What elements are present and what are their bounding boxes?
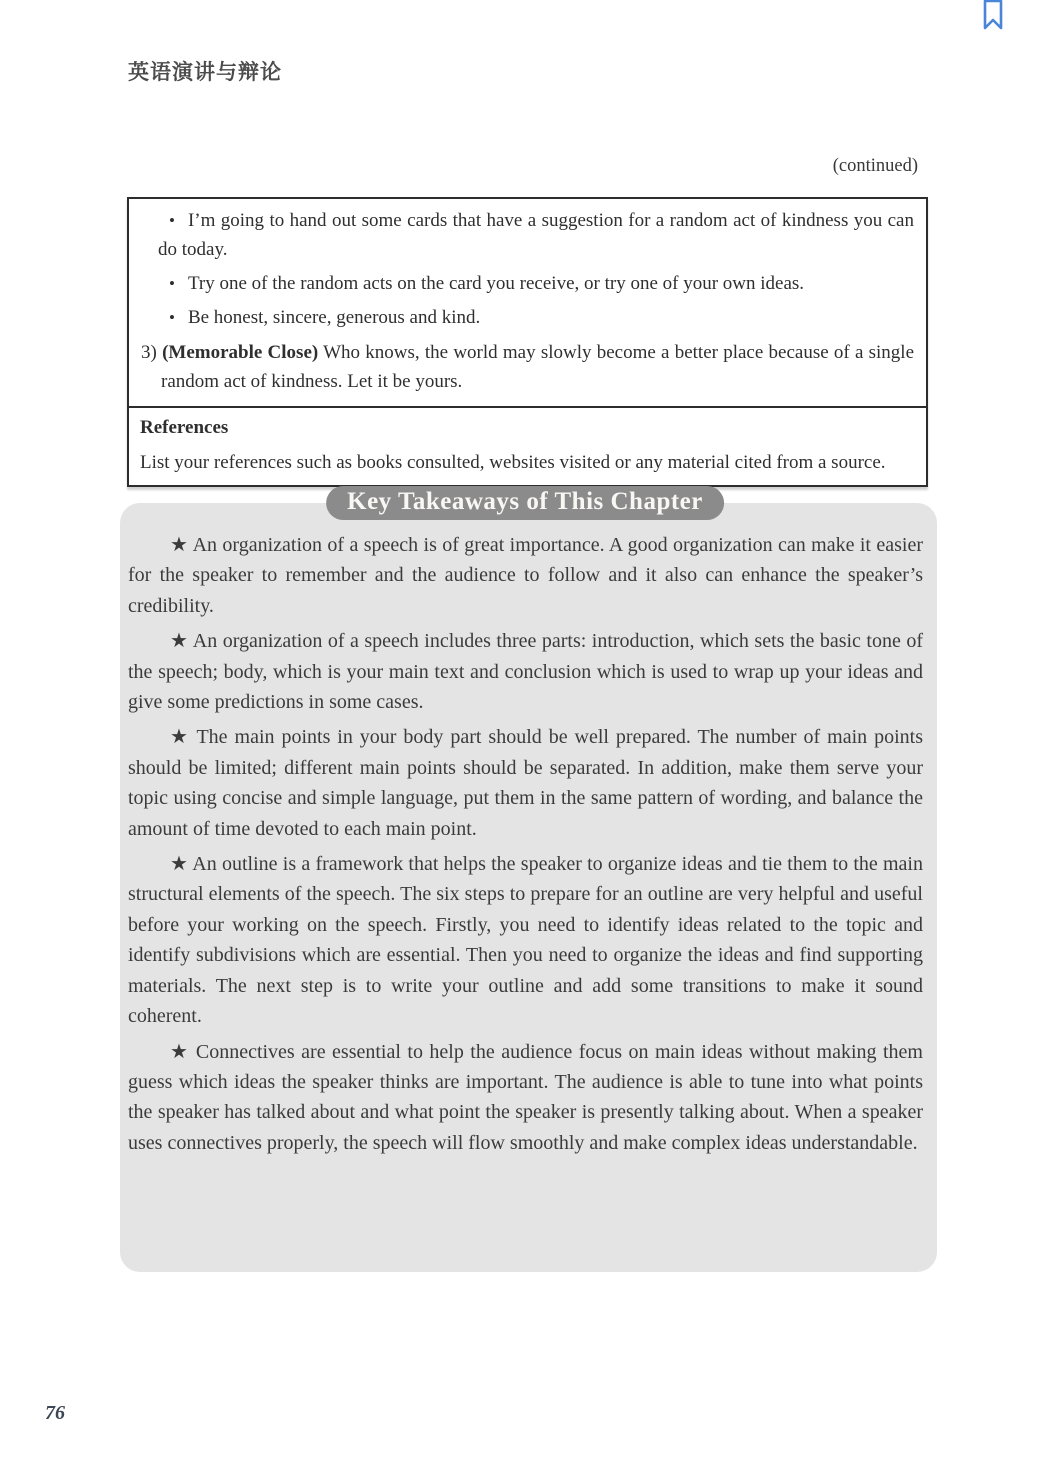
bookmark-icon-svg	[982, 0, 1004, 31]
bullet-text: Be honest, sincere, generous and kind.	[187, 307, 481, 328]
references-section	[129, 406, 926, 485]
list-item	[158, 303, 914, 332]
book-title: 英语演讲与辩论	[128, 60, 282, 84]
takeaway-paragraph: ★ An organization of a speech is of great importance. A good organization can make it easier for the speaker to remember and the audience to follow and it also can enhance the speaker’s credibility.	[128, 534, 923, 617]
list-item	[158, 206, 914, 264]
takeaway-paragraph: ★ Connectives are essential to help the audience focus on main ideas without making them guess which ideas the speaker thinks are important. The audience is able to tune into what points the speaker has talked about and what point the speaker is presently talking about. When a speaker uses connectives properly, the speech will flow smoothly and make complex ideas understandable.	[128, 1040, 923, 1154]
takeaway-paragraph: ★ An organization of a speech includes three parts: introduction, which sets the basic tone of the speech; body, which is your main text and conclusion which is used to wrap up your ideas and give some predictions in some cases.	[128, 630, 923, 714]
bullet-icon: •	[169, 308, 175, 327]
worksheet-box	[127, 197, 928, 487]
continued-label: (continued)	[832, 156, 918, 176]
bookmark-icon[interactable]	[982, 0, 1004, 31]
takeaway-paragraph: ★ An outline is a framework that helps the speaker to organize ideas and tie them to the main structural elements of the speech. The six steps to prepare for an outline are very helpful and useful before your working on the speech. Firstly, you need to identify ideas related to the topic and identify subdivisions which are essential. Then you need to organize the ideas and find supporting materials. The next step is to write your outline and add some transitions to make it sound coherent.	[128, 853, 923, 1028]
bullet-icon: •	[169, 211, 175, 230]
references-text: List your references such as books consulted, websites visited or any material cited from a source.	[140, 452, 886, 473]
key-takeaways-panel	[120, 503, 937, 1272]
worksheet-bullet-list	[141, 206, 914, 332]
bullet-text: I’m going to hand out some cards that have a suggestion for a random act of kindness you can do today.	[158, 210, 914, 260]
memorable-close-paragraph	[141, 338, 914, 396]
close-text: Who knows, the world may slowly become a better place because of a single random act of kindness. Let it be yours.	[161, 342, 915, 392]
key-takeaways-heading: Key Takeaways of This Chapter	[326, 486, 724, 520]
bullet-text: Try one of the random acts on the card you receive, or try one of your own ideas.	[187, 273, 805, 294]
bullet-icon: •	[169, 274, 175, 293]
page-number: 76	[45, 1402, 65, 1424]
worksheet-content	[129, 199, 926, 406]
takeaway-paragraph: ★ The main points in your body part should be well prepared. The number of main points should be limited; different main points should be separated. In addition, make them serve your topic using concise and simple language, put them in the same pattern of wording, and balance the amount of time devoted to each main point.	[128, 726, 923, 840]
references-heading: References	[140, 417, 229, 438]
list-item	[158, 269, 914, 298]
close-number: 3)	[141, 342, 163, 363]
close-label: (Memorable Close)	[162, 342, 319, 363]
